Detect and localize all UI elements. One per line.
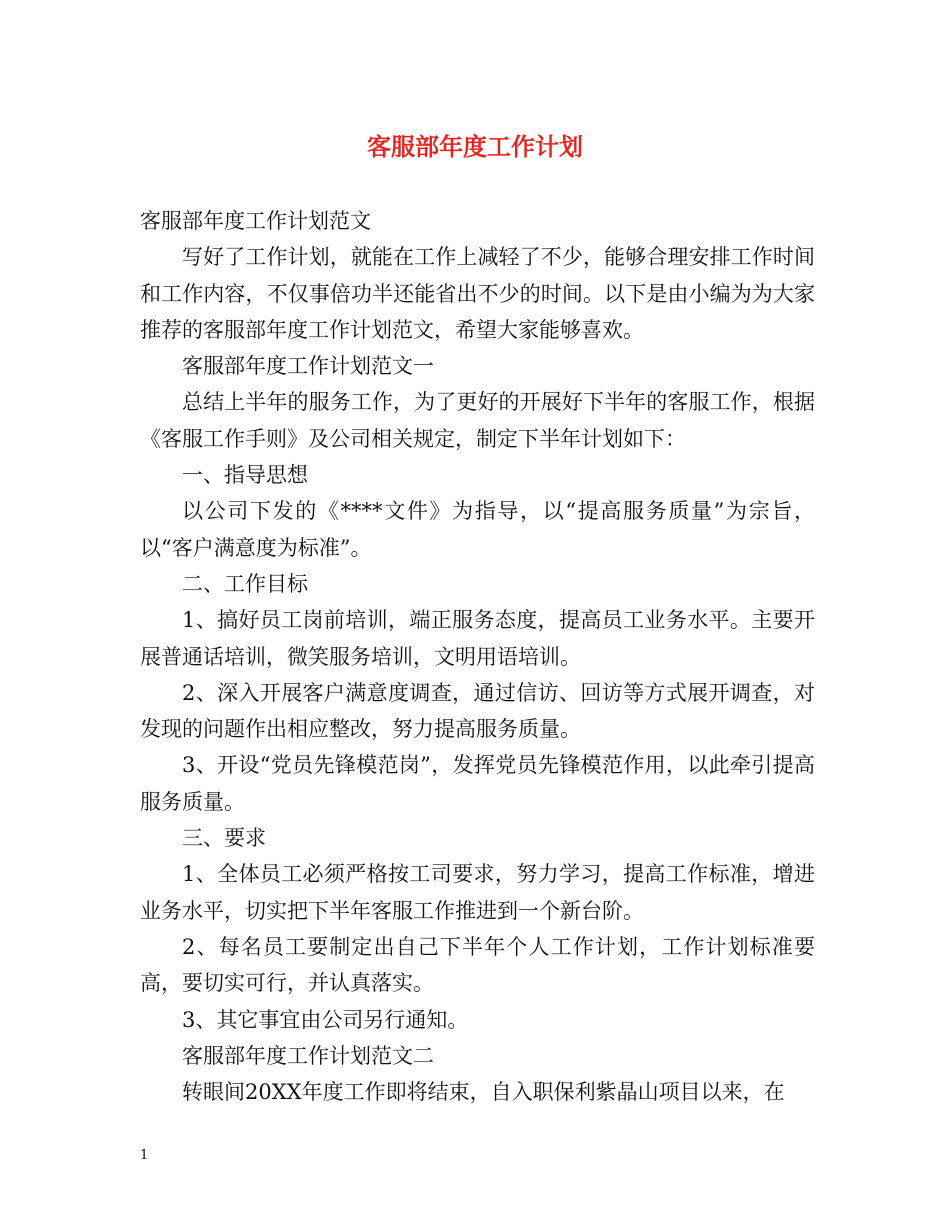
summary-paragraph: 总结上半年的服务工作，为了更好的开展好下半年的客服工作，根据《客服工作手则》及公司相关规定，制定下半年计划如下： [140,390,815,451]
goal-item-1: 1、搞好员工岗前培训，端正服务态度，提高员工业务水平。主要开展普通话培训，微笑服务培训，文明用语培训。 [140,608,815,669]
heading-requirements: 三、要求 [182,826,266,851]
section-heading: 客服部年度工作计划范文 [140,209,371,233]
page-number: 1 [140,1148,149,1163]
document-body [140,203,815,1110]
goal-item-3: 3、开设“党员先锋模范岗”，发挥党员先锋模范作用，以此牵引提高服务质量。 [140,753,815,814]
sample-heading-2: 客服部年度工作计划范文二 [182,1043,434,1068]
heading-work-goals: 二、工作目标 [182,571,308,596]
heading-guiding-thought: 一、指导思想 [182,463,308,488]
goal-item-2: 2、深入开展客户满意度调查，通过信访、回访等方式展开调查，对发现的问题作出相应整改，努力提高服务质量。 [140,680,815,742]
requirement-item-2: 2、每名员工要制定出自己下半年个人工作计划，工作计划标准要高，要切实可行，并认真落实。 [140,934,815,996]
guiding-thought-paragraph: 以公司下发的《****文件》为指导，以“提高服务质量”为宗旨，以“客户满意度为标准”。 [140,499,815,560]
document-title: 客服部年度工作计划 [367,132,583,161]
sample-heading-1: 客服部年度工作计划范文一 [182,354,434,379]
requirement-item-1: 1、全体员工必须严格按工司要求，努力学习，提高工作标准，增进业务水平，切实把下半年客服工作推进到一个新台阶。 [140,862,815,923]
requirement-item-3: 3、其它事宜由公司另行通知。 [182,1007,469,1032]
sample-2-paragraph: 转眼间20XX年度工作即将结束，自入职保利紫晶山项目以来，在 [182,1080,785,1105]
intro-paragraph: 写好了工作计划，就能在工作上减轻了不少，能够合理安排工作时间和工作内容，不仅事倍功半还能省出不少的时间。以下是由小编为为大家推荐的客服部年度工作计划范文，希望大家能够喜欢。 [140,245,815,342]
